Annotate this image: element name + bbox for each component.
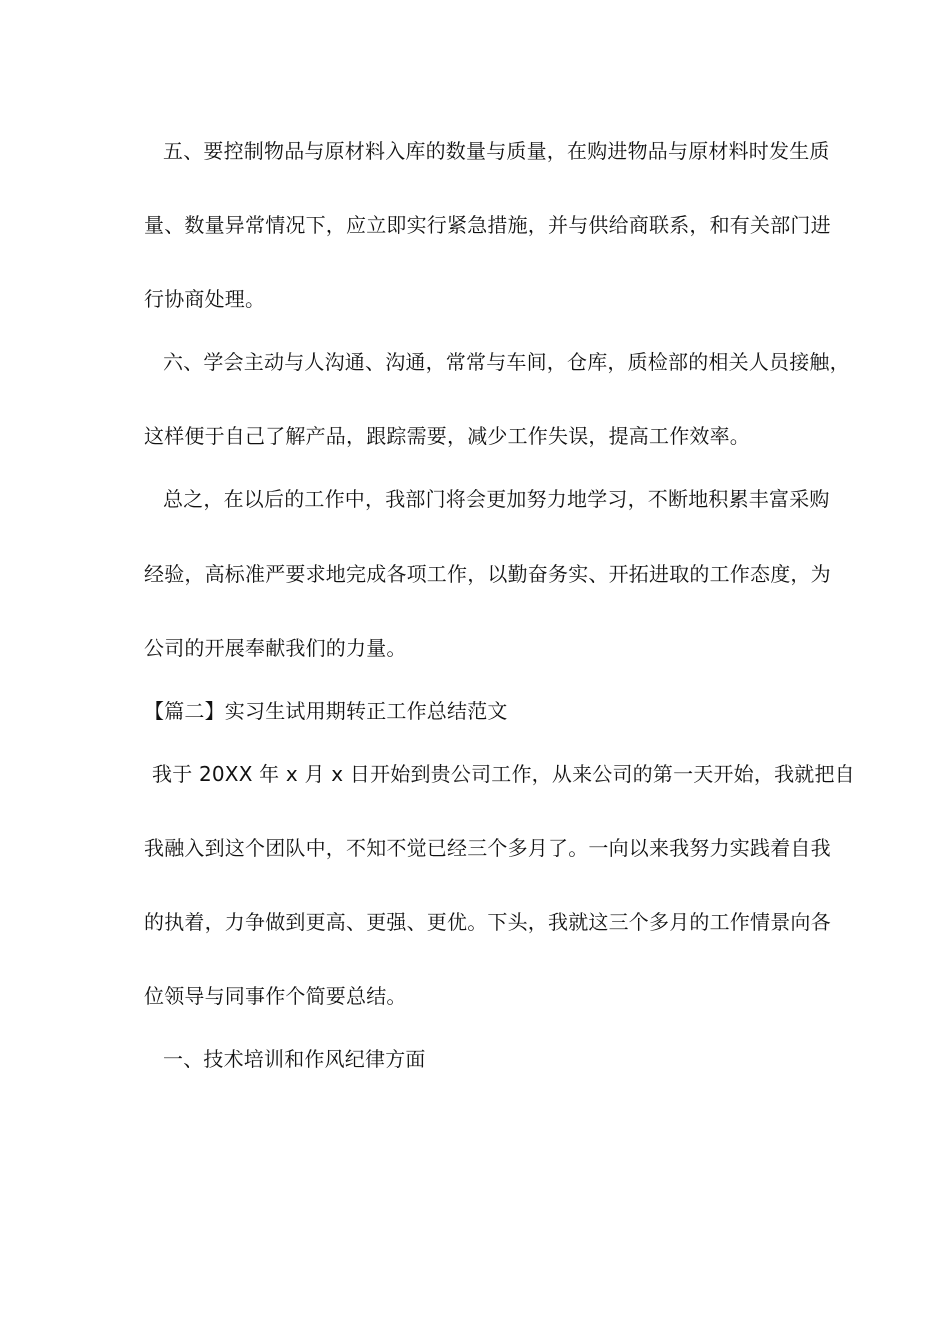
paragraph-line: 六、学会主动与人沟通、沟通，常常与车间，仓库，质检部的相关人员接触， (163, 350, 850, 374)
paragraph-line: 经验，高标准严要求地完成各项工作，以勤奋务实、开拓进取的工作态度，为 (144, 562, 831, 586)
paragraph-line: 五、要控制物品与原材料入库的数量与质量，在购进物品与原材料时发生质 (163, 139, 830, 163)
paragraph-line: 总之，在以后的工作中，我部门将会更加努力地学习，不断地积累丰富采购 (163, 487, 830, 511)
paragraph-line: 我融入到这个团队中，不知不觉已经三个多月了。一向以来我努力实践着自我 (144, 836, 831, 860)
paragraph-line: 的执着，力争做到更高、更强、更优。下头，我就这三个多月的工作情景向各 (144, 910, 831, 934)
paragraph-line: 行协商处理。 (144, 287, 266, 311)
paragraph-line: 这样便于自己了解产品，跟踪需要，减少工作失误，提高工作效率。 (144, 424, 750, 448)
subsection-heading: 一、技术培训和作风纪律方面 (163, 1047, 426, 1071)
paragraph-line: 位领导与同事作个简要总结。 (144, 984, 407, 1008)
paragraph-line: 公司的开展奉献我们的力量。 (144, 636, 407, 660)
paragraph-line: 我于 20XX 年 x 月 x 日开始到贵公司工作，从来公司的第一天开始，我就把自 (152, 762, 855, 786)
section-heading: 【篇二】实习生试用期转正工作总结范文 (144, 699, 508, 723)
paragraph-line: 量、数量异常情况下，应立即实行紧急措施，并与供给商联系，和有关部门进 (144, 213, 831, 237)
